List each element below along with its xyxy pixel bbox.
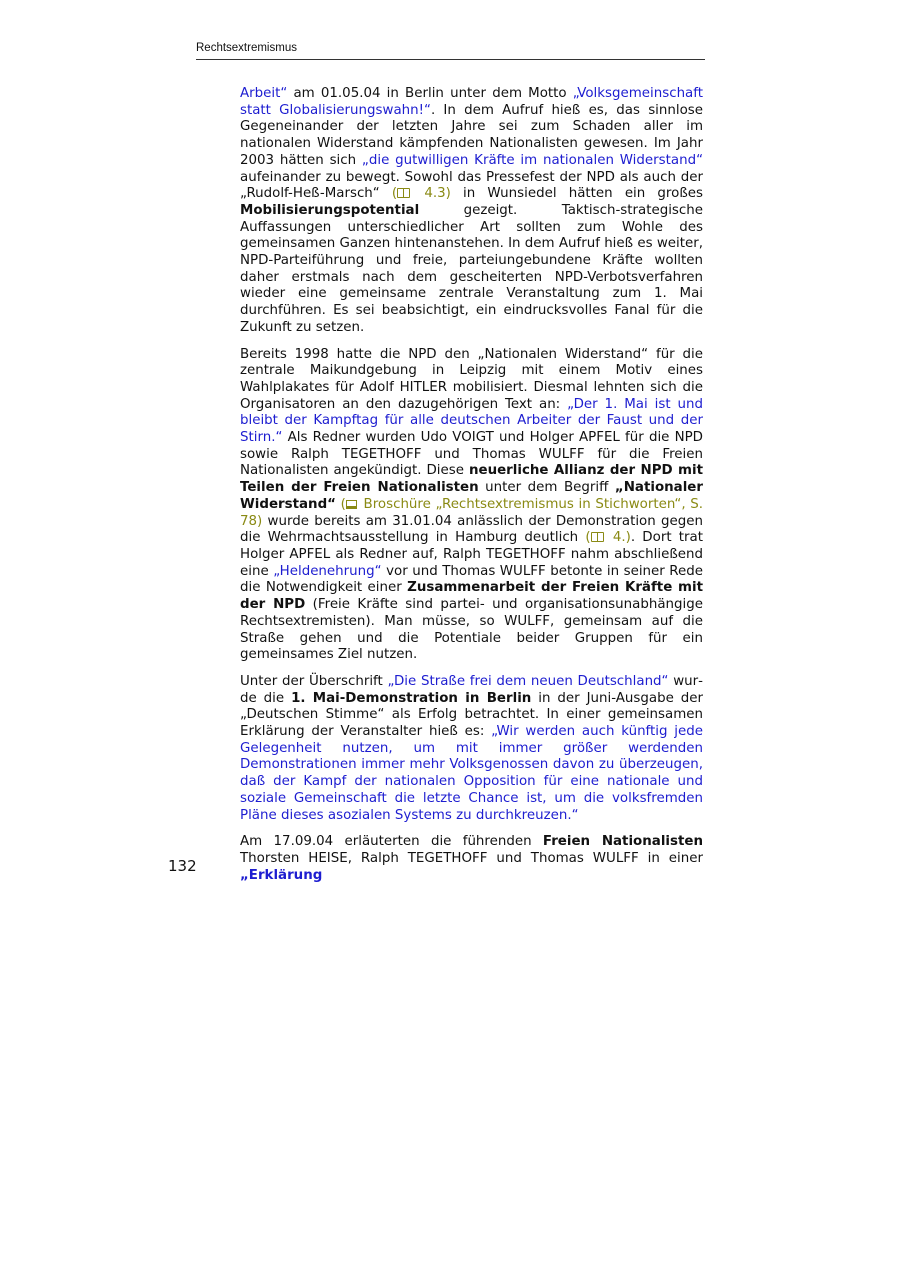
paragraph-4 (240, 834, 703, 884)
ref-text: Broschüre „Rechtsextremismus in Stichworten“, S. 78) (240, 496, 703, 529)
cross-reference-link[interactable] (585, 530, 630, 545)
text: Unter der Überschrift (240, 673, 388, 689)
paragraph-1 (240, 86, 703, 337)
quote: „die gutwilligen Kräfte im nationalen Widerstand“ (361, 152, 704, 168)
text: Als Redner wurden Udo VOIGT und Holger APFEL für die NPD sowie Ralph TEGETHOFF und Thomas WULFF für die Freien Nationalisten angekündigt. Diese (240, 430, 703, 479)
quote: Arbeit“ (240, 86, 288, 101)
quote: „Der 1. Mai ist und bleibt der Kampftag für alle deutschen Arbeiter der Faust und der Stirn.“ (240, 396, 703, 446)
ref-text: 4.3) (412, 186, 451, 202)
text: in Wunsiedel hätten ein großes (450, 186, 703, 202)
text: wurde die (240, 673, 704, 706)
paragraph-3 (240, 674, 703, 824)
emphasis: 1. Mai-Demonstration in Berlin (291, 690, 532, 706)
emphasis: Freien Nationalisten (542, 834, 703, 850)
text: Thorsten HEISE, Ralph TEGETHOFF und Thomas WULFF in einer (240, 850, 703, 866)
text: am 01.05.04 in Berlin unter dem Motto (287, 86, 573, 101)
text: . Dort trat Holger APFEL als Redner auf, Ralph TEGETHOFF nahm abschließend eine (240, 530, 703, 579)
book-icon (591, 532, 604, 542)
quote: „Die Straße frei dem neuen Deutschland“ (387, 673, 669, 689)
ref-open: ( (335, 496, 346, 512)
page-number: 132 (168, 857, 197, 875)
text: Bereits 1998 hatte die NPD den „Nationalen Widerstand“ für die zentrale Maikundgebung in Leipzig mit einem Motiv eines Wahlplakates für Adolf HITLER mobilisiert. Diesmal lehnten sich die Organisatoren an den dazugehörigen Text an: (240, 346, 703, 412)
text: gezeigt. Taktisch-strategische Auffassungen unterschiedlicher Art sollten zum Wohle des gemeinsamen Ganzen hintenanstehen. In dem Aufruf hieß es weiter, NPD-Parteiführung und freie, parteiungebundene Kräfte wollten daher erstmals nach dem gescheiterten NPD-Verbotsverfahren wieder eine gemeinsame zentrale Veranstaltung zum 1. Mai durchführen. Es sei beabsichtigt, ein eindrucksvolles Fanal für die Zukunft zu setzen. (240, 202, 703, 335)
computer-icon (346, 500, 357, 509)
ref-text: 4.) (605, 530, 631, 546)
text: in der Juni-Ausgabe der „Deutschen Stimme“ als Erfolg betrachtet. In einer gemeinsamen Erklärung der Veranstalter hieß es: (240, 690, 703, 740)
text: wurde bereits am 31.01.04 anlässlich der Demonstration gegen die Wehrmachtsausstellung in Hamburg deutlich (240, 513, 703, 546)
body-text (240, 86, 703, 894)
emphasis: Zusammenarbeit der Freien Kräfte mit der NPD (240, 580, 703, 613)
emphasis: „Nationaler Widerstand“ (240, 480, 703, 512)
paragraph-2 (240, 347, 703, 664)
text: . In dem Aufruf hieß es, das sinnlose Gegeneinander der letzten Jahre sei zum Schaden aller im nationalen Widerstand kämpfenden Nationalisten gewesen. Im Jahr 2003 hätten sich (240, 102, 703, 168)
book-icon (397, 188, 410, 198)
text: unter dem Begriff (478, 480, 615, 496)
quote: „Erklärung (240, 867, 323, 883)
quote: „Volksgemeinschaft statt Globalisierungswahn!“ (240, 86, 703, 118)
ref-open: ( (391, 186, 398, 202)
ref-open: ( (585, 530, 591, 546)
text: vor und Thomas WULFF betonte in seiner Rede die Notwendigkeit einer (240, 563, 703, 596)
cross-reference-link[interactable] (392, 186, 451, 201)
quote: „Wir werden auch künftig jede Gelegenheit nutzen, um mit immer größer werdenden Demonstrationen immer mehr Volksgenossen davon zu überzeugen, daß der Kampf der nationalen Opposition für eine nationale und soziale Gemeinschaft die letzte Chance ist, um die volksfremden Pläne dieses asozialen Systems zu durchkreuzen.“ (240, 724, 703, 823)
text: aufeinander zu bewegt. Sowohl das Pressefest der NPD als auch der „Rudolf-Heß-Marsch“ (240, 169, 703, 202)
quote: „Heldenehrung“ (273, 563, 382, 579)
text: (Freie Kräfte sind partei- und organisationsunabhängige Rechtsextremisten). Man müsse, so WULFF, gemeinsam auf die Straße gehen und die Potentiale beider Gruppen für ein gemeinsames Ziel nutzen. (240, 597, 703, 663)
running-title: Rechtsextremismus (196, 42, 297, 54)
emphasis: Mobilisierungspotential (240, 202, 420, 218)
text: Am 17.09.04 erläuterten die führenden (240, 834, 543, 850)
emphasis: neuerliche Allianz der NPD mit Teilen der Freien Nationalisten (240, 463, 704, 496)
running-header (196, 42, 705, 60)
